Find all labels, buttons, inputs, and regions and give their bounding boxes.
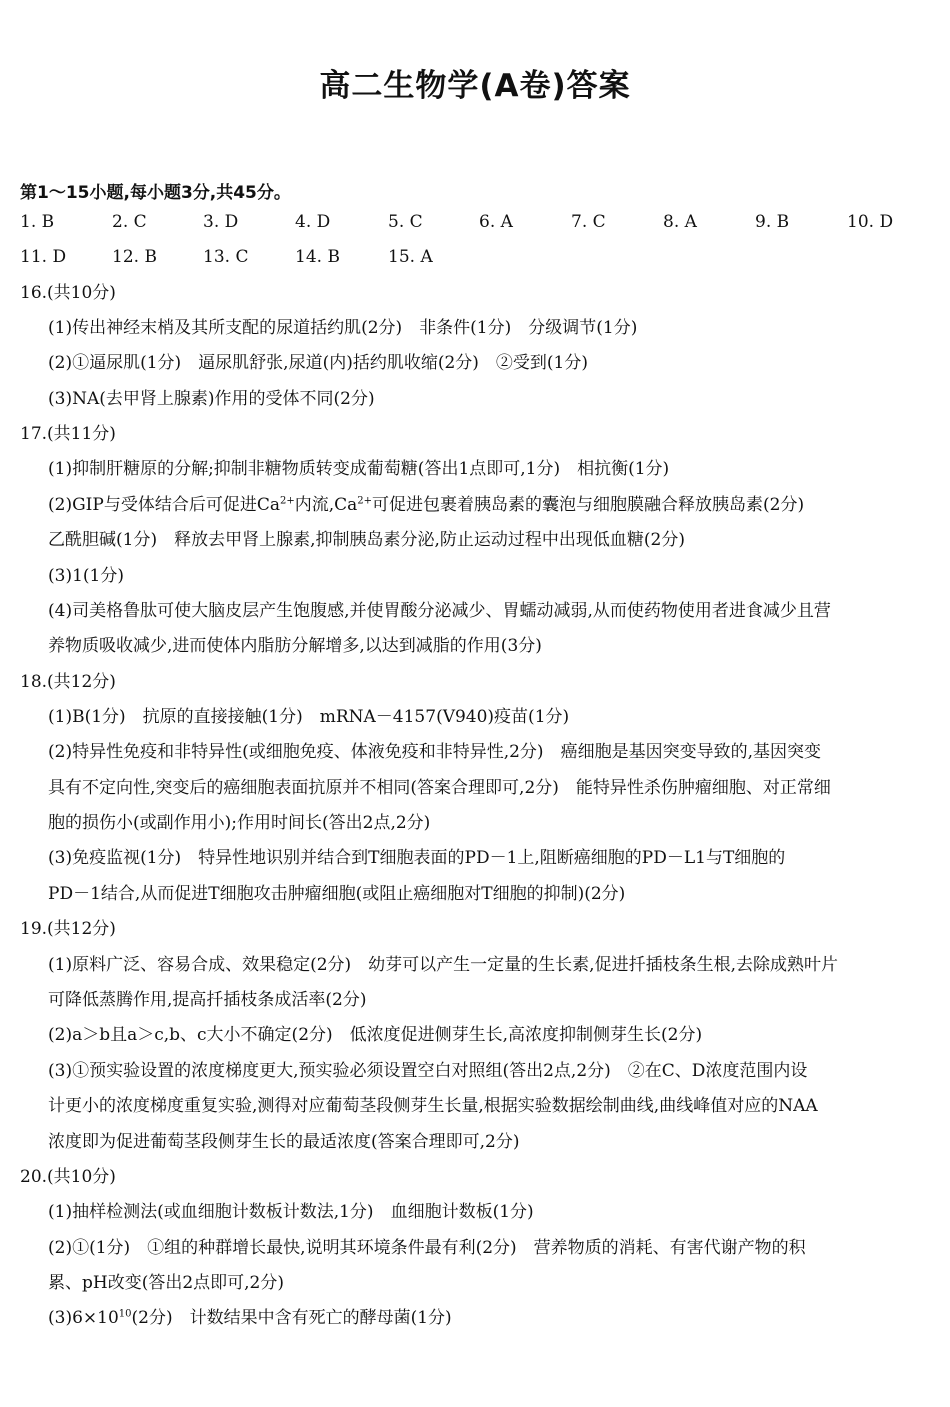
superscript: 10 (118, 1308, 132, 1320)
question-16-header: 16.(共10分) (20, 283, 116, 303)
question-18-line: (3)免疫监视(1分) 特异性地识别并结合到T细胞表面的PD－1上,阻断癌细胞的PD－L1与T细胞的 (48, 848, 786, 868)
question-17-line (48, 493, 932, 517)
question-19-line: (3)①预实验设置的浓度梯度更大,预实验必须设置空白对照组(答出2点,2分) ②在C、D浓度范围内设 (48, 1061, 808, 1081)
choice-answer: 9. B (755, 212, 790, 232)
question-17-header: 17.(共11分) (20, 424, 116, 444)
superscript: 2+ (357, 495, 373, 507)
question-19-line: (1)原料广泛、容易合成、效果稳定(2分) 幼芽可以产生一定量的生长素,促进扦插枝条生根,去除成熟叶片 (48, 955, 838, 975)
question-18-line: (1)B(1分) 抗原的直接接触(1分) mRNA－4157(V940)疫苗(1分) (48, 707, 570, 727)
choice-answer: 15. A (388, 247, 433, 267)
choice-answer: 6. A (479, 212, 513, 232)
choice-answer: 4. D (295, 212, 331, 232)
question-19-line: (2)a＞b且a＞c,b、c大小不确定(2分) 低浓度促进侧芽生长,高浓度抑制侧芽生长(2分) (48, 1025, 703, 1045)
question-19-line: 可降低蒸腾作用,提高扦插枝条成活率(2分) (48, 990, 367, 1010)
question-18-line: 具有不定向性,突变后的癌细胞表面抗原并不相同(答案合理即可,2分) 能特异性杀伤肿瘤细胞、对正常细 (48, 778, 831, 798)
choice-section-header: 第1～15小题,每小题3分,共45分。 (20, 183, 291, 203)
choice-answer: 11. D (20, 247, 67, 267)
question-18-header: 18.(共12分) (20, 672, 116, 692)
choice-answer: 14. B (295, 247, 340, 267)
choice-answer: 10. D (847, 212, 894, 232)
question-20-line: (1)抽样检测法(或血细胞计数板计数法,1分) 血细胞计数板(1分) (48, 1202, 534, 1222)
choice-answer: 13. C (203, 247, 249, 267)
page-title: 高二生物学(A卷)答案 (319, 68, 631, 104)
question-16-line: (1)传出神经末梢及其所支配的尿道括约肌(2分) 非条件(1分) 分级调节(1分) (48, 318, 638, 338)
choice-answer: 2. C (112, 212, 147, 232)
text-fragment: 内流,Ca (294, 495, 358, 515)
question-18-line: 胞的损伤小(或副作用小);作用时间长(答出2点,2分) (48, 813, 431, 833)
question-20-line (48, 1306, 932, 1330)
question-19-line: 计更小的浓度梯度重复实验,测得对应葡萄茎段侧芽生长量,根据实验数据绘制曲线,曲线峰值对应的NAA (48, 1096, 818, 1116)
question-16-line: (3)NA(去甲肾上腺素)作用的受体不同(2分) (48, 389, 375, 409)
choice-answer: 5. C (388, 212, 423, 232)
question-17-line: (1)抑制肝糖原的分解;抑制非糖物质转变成葡萄糖(答出1点即可,1分) 相抗衡(1分) (48, 459, 670, 479)
text-fragment: 可促进包裹着胰岛素的囊泡与细胞膜融合释放胰岛素(2分) (372, 495, 805, 515)
question-17-line: 养物质吸收减少,进而使体内脂肪分解增多,以达到减脂的作用(3分) (48, 636, 542, 656)
question-17-line: (3)1(1分) (48, 566, 124, 586)
text-fragment: (2分) 计数结果中含有死亡的酵母菌(1分) (131, 1308, 452, 1328)
text-fragment: (2)GIP与受体结合后可促进Ca (48, 495, 280, 515)
choice-answer: 7. C (571, 212, 606, 232)
choice-answer: 1. B (20, 212, 55, 232)
question-18-line: (2)特异性免疫和非特异性(或细胞免疫、体液免疫和非特异性,2分) 癌细胞是基因突变导致的,基因突变 (48, 742, 821, 762)
question-20-line: (2)①(1分) ①组的种群增长最快,说明其环境条件最有利(2分) 营养物质的消耗、有害代谢产物的积 (48, 1238, 806, 1258)
question-16-line: (2)①逼尿肌(1分) 逼尿肌舒张,尿道(内)括约肌收缩(2分) ②受到(1分) (48, 353, 588, 373)
question-19-header: 19.(共12分) (20, 919, 116, 939)
question-17-line: (4)司美格鲁肽可使大脑皮层产生饱腹感,并使胃酸分泌减少、胃蠕动减弱,从而使药物使用者进食减少且营 (48, 601, 831, 621)
question-18-line: PD－1结合,从而促进T细胞攻击肿瘤细胞(或阻止癌细胞对T细胞的抑制)(2分) (48, 884, 626, 904)
superscript: 2+ (279, 495, 295, 507)
question-17-line: 乙酰胆碱(1分) 释放去甲肾上腺素,抑制胰岛素分泌,防止运动过程中出现低血糖(2分) (48, 530, 685, 550)
choice-answer: 12. B (112, 247, 157, 267)
text-fragment: (3)6×10 (48, 1308, 119, 1328)
choice-answer: 3. D (203, 212, 239, 232)
question-20-header: 20.(共10分) (20, 1167, 116, 1187)
question-19-line: 浓度即为促进葡萄茎段侧芽生长的最适浓度(答案合理即可,2分) (48, 1132, 520, 1152)
choice-answer: 8. A (663, 212, 697, 232)
question-20-line: 累、pH改变(答出2点即可,2分) (48, 1273, 285, 1293)
